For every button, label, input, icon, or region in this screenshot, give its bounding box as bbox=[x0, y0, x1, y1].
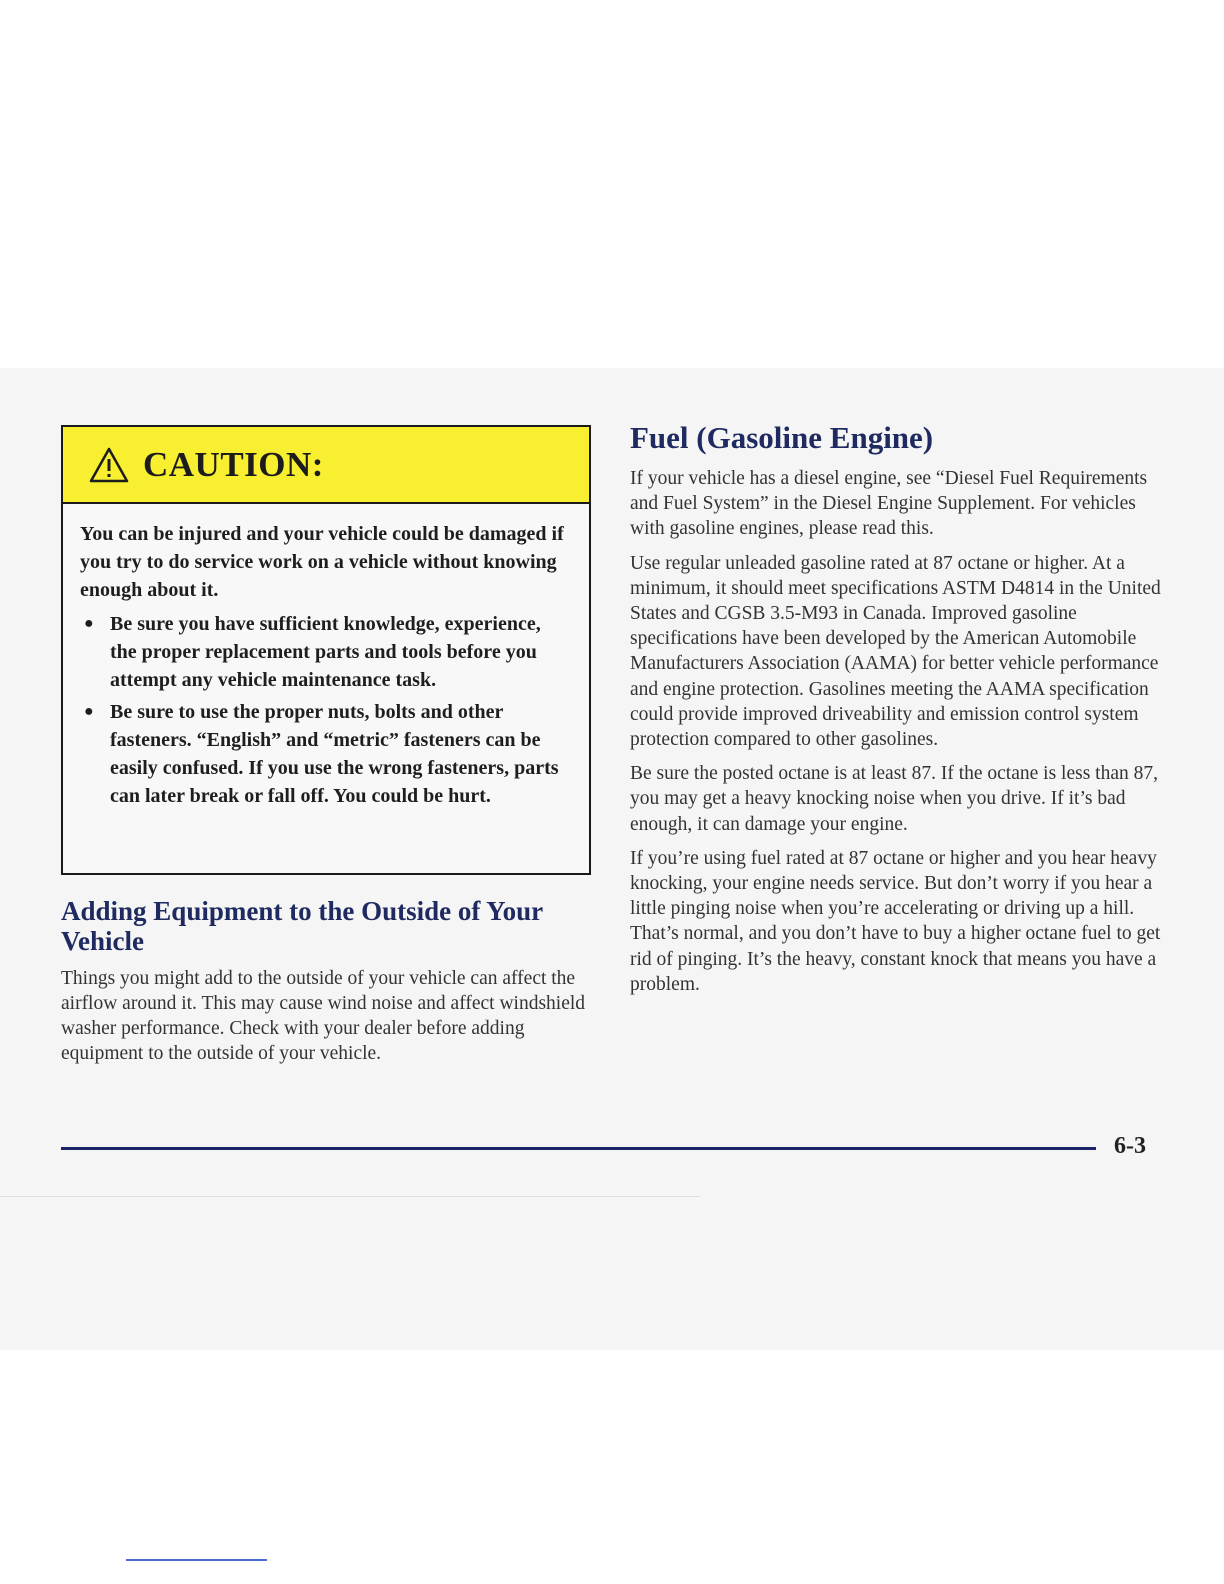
caution-bullet-item bbox=[80, 698, 567, 810]
fuel-paragraph: If you’re using fuel rated at 87 octane or higher and you hear heavy knocking, your engine needs service. But don’t worry if you hear a little pinging noise when you’re accelerating or driving up a hill. That’s normal, and you don’t have to buy a higher octane fuel to get rid of pinging. It’s the heavy, constant knock that means you have a problem. bbox=[630, 847, 1161, 995]
fuel-heading: Fuel (Gasoline Engine) bbox=[630, 420, 934, 455]
adding-equipment-paragraph: Things you might add to the outside of your vehicle can affect the airflow around it. This may cause wind noise and affect windshield washer performance. Check with your dealer before adding equipment to the outside of your vehicle. bbox=[61, 968, 586, 1064]
caution-title: CAUTION: bbox=[143, 444, 324, 484]
caution-intro: You can be injured and your vehicle could be damaged if you try to do service work on a vehicle without knowing enough about it. bbox=[80, 523, 564, 601]
bullet-icon: ● bbox=[84, 703, 94, 720]
caution-bullet-item bbox=[80, 610, 567, 694]
fuel-section bbox=[630, 466, 1170, 1006]
caution-bullet-text: Be sure to use the proper nuts, bolts and other fasteners. “English” and “metric” fasteners can be easily confused. If you use the wrong fasteners, parts can later break or fall off. You could be hurt. bbox=[110, 701, 559, 807]
caution-bullet-text: Be sure you have sufficient knowledge, experience, the proper replacement parts and tools before you attempt any vehicle maintenance task. bbox=[110, 613, 541, 691]
divider bbox=[126, 1559, 267, 1561]
page-number: 6-3 bbox=[1114, 1133, 1146, 1159]
warning-triangle-icon bbox=[89, 447, 129, 483]
caution-header bbox=[63, 427, 589, 504]
adding-equipment-heading: Adding Equipment to the Outside of Your Vehicle bbox=[61, 896, 543, 956]
bullet-icon: ● bbox=[84, 615, 94, 632]
divider bbox=[0, 1196, 700, 1197]
fuel-paragraph: Be sure the posted octane is at least 87. If the octane is less than 87, you may get a heavy knocking noise when you drive. If it’s bad enough, it can damage your engine. bbox=[630, 763, 1158, 835]
caution-list bbox=[80, 610, 567, 810]
caution-body bbox=[63, 504, 589, 810]
footer-rule bbox=[61, 1147, 1096, 1150]
caution-box bbox=[61, 425, 591, 875]
fuel-paragraph: If your vehicle has a diesel engine, see “Diesel Fuel Requirements and Fuel System” in the Diesel Engine Supplement. For vehicles with gasoline engines, please read this. bbox=[630, 468, 1148, 540]
fuel-paragraph: Use regular unleaded gasoline rated at 87 octane or higher. At a minimum, it should meet specifications ASTM D4814 in the United States and CGSB 3.5-M93 in Canada. Improved gasoline specifications have been developed by the American Automobile Manufacturers Association (AAMA) for better vehicle performance and engine protection. Gasolines meeting the AAMA specification could provide improved driveability and emission control system protection compared to other gasolines. bbox=[630, 552, 1161, 751]
